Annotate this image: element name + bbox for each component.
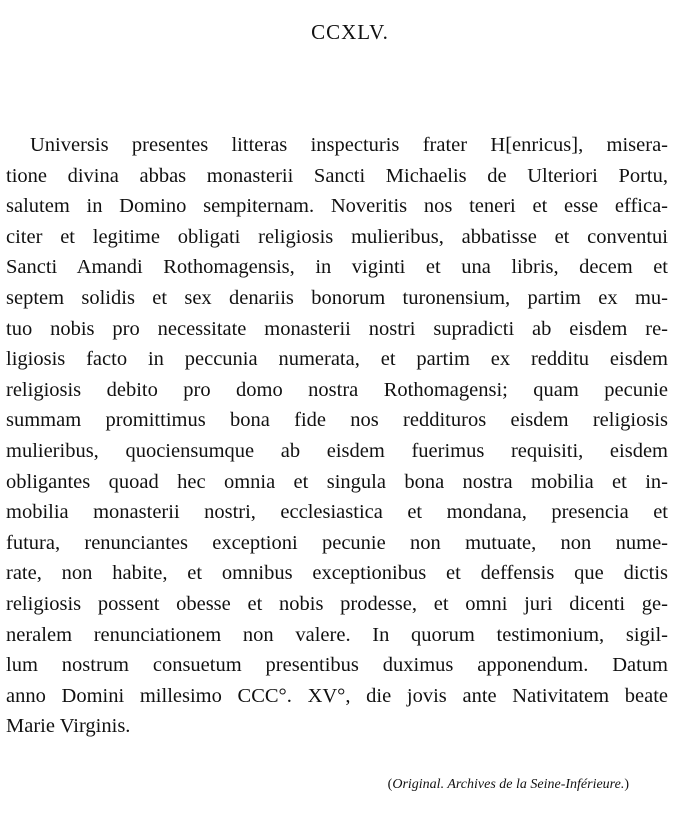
source-open-paren: ( [387, 777, 393, 792]
text-line: Sancti Amandi Rothomagensis, in viginti et una libris, decem et [6, 256, 668, 279]
text-line: Universis presentes litteras inspecturis frater H[enricus], misera- [30, 134, 668, 156]
text-line: tione divina abbas monasterii Sancti Michaelis de Ulteriori Portu, [6, 164, 668, 187]
source-citation [388, 777, 629, 793]
source-close-paren: ) [624, 777, 629, 792]
text-line: Marie Virginis. [6, 715, 131, 738]
text-line: citer et legitime obligati religiosis mulieribus, abbatisse et conventui [6, 225, 668, 248]
text-line: religiosis possent obesse et nobis prodesse, et omni juri dicenti ge- [6, 592, 668, 615]
charter-number-heading: CCXLV. [311, 20, 389, 44]
text-line: futura, renunciantes exceptioni pecunie non mutuate, non nume- [6, 531, 668, 554]
text-line: mulieribus, quociensumque ab eisdem fuerimus requisiti, eisdem [6, 439, 668, 462]
text-line: ligiosis facto in peccunia numerata, et partim ex redditu eisdem [6, 348, 668, 371]
text-line: summam promittimus bona fide nos reddituros eisdem religiosis [6, 409, 668, 432]
text-line: rate, non habite, et omnibus exceptionibus et deffensis que dictis [6, 562, 668, 585]
text-line: septem solidis et sex denariis bonorum turonensium, partim ex mu- [6, 286, 668, 309]
text-line: mobilia monasterii nostri, ecclesiastica et mondana, presencia et [6, 501, 668, 524]
text-line: tuo nobis pro necessitate monasterii nostri supradicti ab eisdem re- [6, 317, 668, 340]
charter-body [6, 130, 668, 742]
text-line: lum nostrum consuetum presentibus duximus apponendum. Datum [6, 654, 668, 677]
text-line: anno Domini millesimo CCC°. XV°, die jovis ante Nativitatem beate [6, 684, 668, 707]
text-line: religiosis debito pro domo nostra Rothomagensi; quam pecunie [6, 378, 668, 401]
text-line: neralem renunciationem non valere. In quorum testimonium, sigil- [6, 623, 668, 646]
text-line: obligantes quoad hec omnia et singula bona nostra mobilia et in- [6, 470, 668, 493]
text-line: salutem in Domino sempiternam. Noveritis nos teneri et esse effica- [6, 195, 668, 218]
source-citation-text: Original. Archives de la Seine-Inférieure. [392, 777, 625, 792]
